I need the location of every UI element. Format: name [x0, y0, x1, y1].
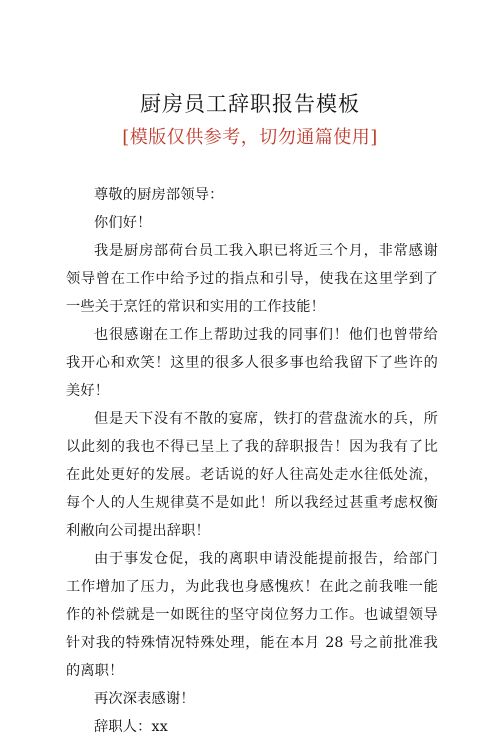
paragraph: 由于事发仓促，我的离职申请没能提前报告，给部门工作增加了压力，为此我也身感愧疚！在此之前我唯一能作的补偿就是一如既往的坚守岗位努力工作。也诚望领导针对我的特殊情况特殊处理，能在本月 28 号之前批准我的离职！: [66, 551, 438, 679]
paragraph: 我是厨房部荷台员工我入职已将近三个月，非常感谢领导曾在工作中给予过的指点和引导，使我在这里学到了一些关于烹饪的常识和实用的工作技能！: [66, 243, 438, 315]
signature: 辞职人：xx: [94, 719, 168, 735]
greeting: 你们好！: [94, 215, 152, 231]
paragraph: 也很感谢在工作上帮助过我的同事们！他们也曾带给我开心和欢笑！这里的很多人很多事也给我留下了些许的美好！: [66, 327, 438, 399]
document-body: [66, 181, 438, 741]
document-title: 厨房员工辞职报告模板: [140, 92, 360, 116]
salutation: 尊敬的厨房部领导：: [94, 187, 224, 203]
closing-line: 再次深表感谢！: [94, 691, 195, 707]
document-subtitle: [模版仅供参考，切勿通篇使用]: [122, 127, 378, 148]
paragraph: 但是天下没有不散的宴席，铁打的营盘流水的兵，所以此刻的我也不得已呈上了我的辞职报告！因为我有了比在此处更好的发展。老话说的好人往高处走水往低处流，每个人的人生规律莫不是如此！所以我经过甚重考虑权衡利敝向公司提出辞职！: [66, 411, 438, 539]
